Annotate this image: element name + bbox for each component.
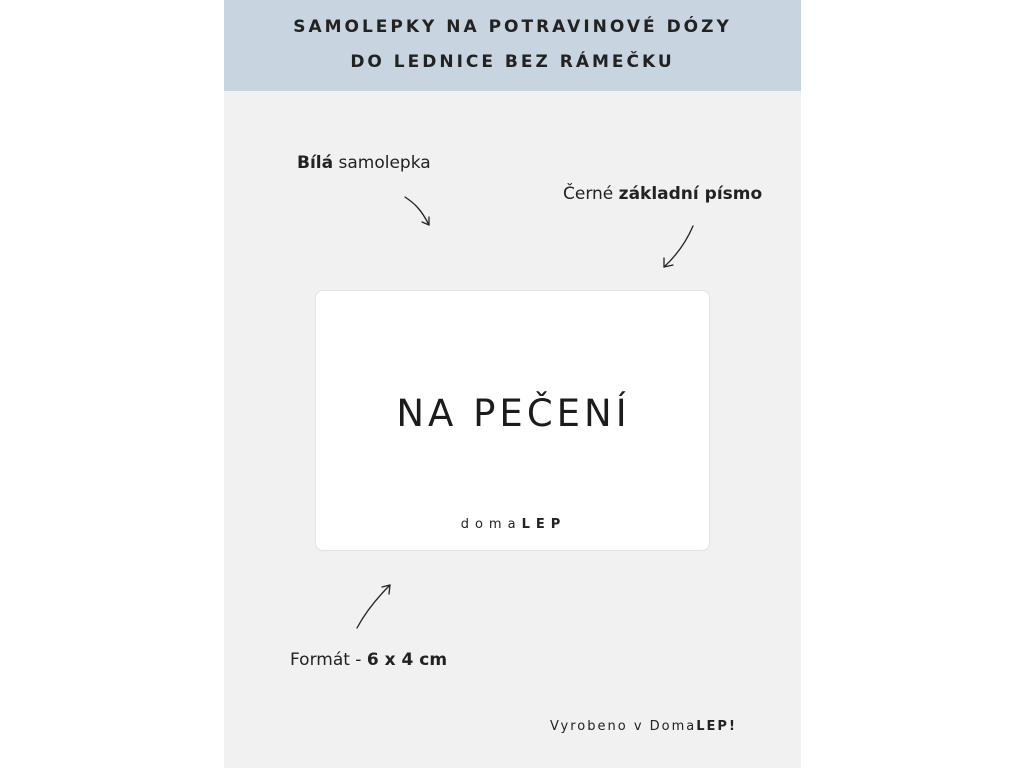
arrow-icon	[402, 194, 434, 230]
arrow-icon	[660, 223, 696, 271]
note-format-plain: Formát -	[290, 650, 367, 670]
sticker-brand-bold: LEP	[521, 517, 567, 532]
footer-plain: Vyrobeno v Doma	[550, 719, 697, 734]
note-white-sticker	[297, 153, 431, 173]
footer-bold: LEP!	[696, 719, 737, 734]
sticker-preview	[315, 290, 710, 551]
note-black-bold: základní písmo	[618, 184, 763, 204]
arrow-icon	[354, 581, 394, 631]
note-black-font	[563, 184, 762, 204]
sticker-brand-plain: doma	[460, 517, 522, 532]
note-format	[290, 650, 447, 670]
sticker-brand-logo	[316, 517, 711, 532]
note-white-bold: Bílá	[297, 153, 334, 173]
footer-credit	[550, 719, 737, 734]
product-poster	[224, 0, 801, 768]
banner-title-line-1: SAMOLEPKY NA POTRAVINOVÉ DÓZY	[293, 17, 732, 37]
sticker-title: NA PEČENÍ	[396, 392, 631, 435]
note-black-plain: Černé	[563, 184, 619, 204]
banner-title-line-2: DO LEDNICE BEZ RÁMEČKU	[350, 52, 675, 72]
header-banner	[224, 0, 801, 91]
note-format-bold: 6 x 4 cm	[366, 650, 448, 670]
note-white-rest: samolepka	[333, 153, 431, 173]
